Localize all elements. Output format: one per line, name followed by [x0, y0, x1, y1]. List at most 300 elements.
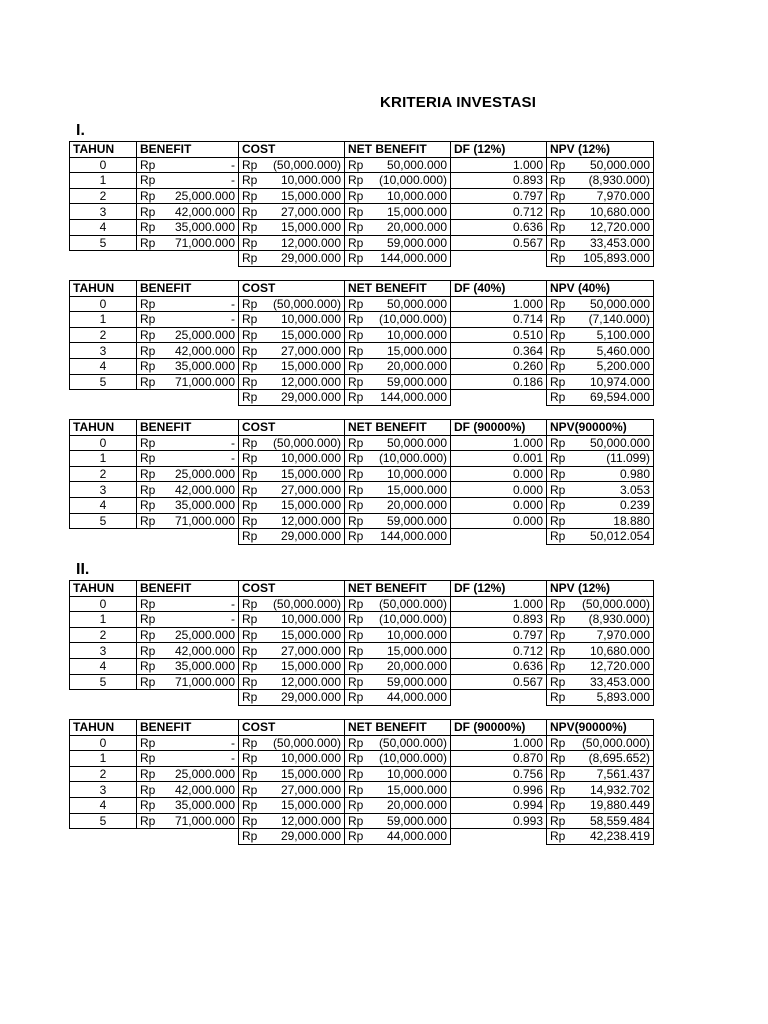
cost-cell: [239, 658, 345, 674]
currency-label: Rp: [348, 674, 364, 689]
currency-label: Rp: [242, 189, 258, 204]
amount: 27,000.000: [280, 343, 341, 358]
money-value: [242, 644, 341, 658]
amount: 29,000.000: [280, 251, 341, 266]
money-value: [140, 189, 235, 203]
money-value: [550, 220, 650, 234]
amount: 50,000.000: [386, 157, 447, 172]
currency-label: Rp: [348, 735, 364, 750]
money-value: [550, 236, 650, 250]
table-row: [70, 173, 654, 189]
money-value: [550, 529, 650, 543]
money-value: [550, 628, 650, 642]
table-row: [70, 327, 654, 343]
amount: 29,000.000: [280, 829, 341, 844]
money-value: [550, 375, 650, 389]
year-cell: 5: [70, 813, 137, 829]
currency-label: Rp: [140, 596, 156, 611]
money-value: [348, 436, 447, 450]
amount: 7,561.437: [596, 767, 650, 782]
money-value: [242, 690, 341, 704]
currency-label: Rp: [550, 529, 566, 544]
year-cell: 1: [70, 173, 137, 189]
discount-factor-cell: 0.364: [451, 343, 547, 359]
currency-label: Rp: [140, 735, 156, 750]
table-row: [70, 612, 654, 628]
money-value: [348, 736, 447, 750]
amount: 71,000.000: [174, 374, 235, 389]
column-header: COST: [239, 142, 345, 158]
blank-cell: [137, 829, 239, 845]
net-benefit-cell: [345, 188, 451, 204]
npv-cell: [547, 782, 654, 798]
net-benefit-cell: [345, 751, 451, 767]
net-benefit-cell: [345, 435, 451, 451]
npv-cell: [547, 466, 654, 482]
currency-label: Rp: [140, 813, 156, 828]
discount-factor-cell: 0.893: [451, 173, 547, 189]
amount: 20,000.000: [386, 220, 447, 235]
cost-cell: [239, 596, 345, 612]
total-net-benefit-cell: [345, 251, 451, 267]
money-value: [140, 436, 235, 450]
currency-label: Rp: [140, 767, 156, 782]
npv-cell: [547, 374, 654, 390]
currency-label: Rp: [140, 643, 156, 658]
money-value: [550, 659, 650, 673]
money-value: [348, 451, 447, 465]
total-net-benefit-cell: [345, 390, 451, 406]
amount: 50,000.000: [589, 435, 650, 450]
money-value: [242, 467, 341, 481]
amount: 10,680.000: [589, 643, 650, 658]
currency-label: Rp: [140, 751, 156, 766]
money-value: [140, 751, 235, 765]
benefit-cell: [137, 813, 239, 829]
amount: 35,000.000: [174, 359, 235, 374]
currency-label: Rp: [242, 798, 258, 813]
money-value: [348, 690, 447, 704]
table-row: [70, 219, 654, 235]
column-header: NET BENEFIT: [345, 581, 451, 597]
money-value: [550, 312, 650, 326]
amount: 10,000.000: [280, 173, 341, 188]
amount: 10,974.000: [589, 374, 650, 389]
year-cell: 2: [70, 627, 137, 643]
money-value: [550, 483, 650, 497]
column-header: NET BENEFIT: [345, 420, 451, 436]
currency-label: Rp: [140, 359, 156, 374]
npv-cell: [547, 766, 654, 782]
money-value: [242, 220, 341, 234]
amount: (50,000.000): [378, 735, 447, 750]
npv-cell: [547, 219, 654, 235]
money-value: [348, 158, 447, 172]
currency-label: Rp: [348, 374, 364, 389]
blank-cell: [137, 251, 239, 267]
amount: (50,000.000): [581, 596, 650, 611]
currency-label: Rp: [550, 482, 566, 497]
amount: 144,000.000: [380, 390, 447, 405]
investment-table: [69, 719, 654, 845]
column-header: TAHUN: [70, 281, 137, 297]
amount: -: [231, 612, 235, 627]
amount: 15,000.000: [280, 467, 341, 482]
amount: (50,000.000): [272, 596, 341, 611]
column-header: DF (12%): [451, 581, 547, 597]
amount: 12,720.000: [589, 220, 650, 235]
amount: 71,000.000: [174, 674, 235, 689]
currency-label: Rp: [242, 173, 258, 188]
npv-cell: [547, 751, 654, 767]
discount-factor-cell: 0.870: [451, 751, 547, 767]
money-value: [140, 173, 235, 187]
benefit-cell: [137, 466, 239, 482]
discount-factor-cell: 0.567: [451, 235, 547, 251]
amount: 10,000.000: [386, 628, 447, 643]
currency-label: Rp: [550, 251, 566, 266]
year-cell: 3: [70, 204, 137, 220]
net-benefit-cell: [345, 451, 451, 467]
npv-cell: [547, 612, 654, 628]
amount: 5,100.000: [596, 328, 650, 343]
currency-label: Rp: [242, 735, 258, 750]
amount: 5,893.000: [596, 690, 650, 705]
table-row: [70, 312, 654, 328]
currency-label: Rp: [242, 467, 258, 482]
table-header-row: [70, 281, 654, 297]
year-cell: 0: [70, 157, 137, 173]
net-benefit-cell: [345, 296, 451, 312]
column-header: BENEFIT: [137, 581, 239, 597]
currency-label: Rp: [550, 189, 566, 204]
column-header: NPV (40%): [547, 281, 654, 297]
column-header: COST: [239, 281, 345, 297]
benefit-cell: [137, 235, 239, 251]
amount: 44,000.000: [386, 829, 447, 844]
column-header: DF (40%): [451, 281, 547, 297]
investment-table: [69, 580, 654, 706]
money-value: [242, 597, 341, 611]
amount: 25,000.000: [174, 628, 235, 643]
money-value: [348, 297, 447, 311]
money-value: [348, 597, 447, 611]
table-row: [70, 374, 654, 390]
table-header-row: [70, 142, 654, 158]
discount-factor-cell: 0.001: [451, 451, 547, 467]
npv-cell: [547, 188, 654, 204]
column-header: BENEFIT: [137, 142, 239, 158]
npv-cell: [547, 596, 654, 612]
amount: -: [231, 312, 235, 327]
currency-label: Rp: [550, 157, 566, 172]
amount: 10,680.000: [589, 204, 650, 219]
total-row: [70, 529, 654, 545]
discount-factor-cell: 0.636: [451, 658, 547, 674]
column-header: TAHUN: [70, 720, 137, 736]
benefit-cell: [137, 204, 239, 220]
column-header: NPV(90000%): [547, 720, 654, 736]
blank-cell: [137, 529, 239, 545]
discount-factor-cell: 1.000: [451, 435, 547, 451]
money-value: [140, 359, 235, 373]
year-cell: 4: [70, 658, 137, 674]
table-header-row: [70, 581, 654, 597]
money-value: [242, 659, 341, 673]
table-row: [70, 813, 654, 829]
currency-label: Rp: [140, 674, 156, 689]
amount: (7,140.000): [588, 312, 650, 327]
year-cell: 5: [70, 513, 137, 529]
currency-label: Rp: [140, 513, 156, 528]
money-value: [348, 767, 447, 781]
investment-table: [69, 280, 654, 406]
currency-label: Rp: [348, 390, 364, 405]
money-value: [348, 359, 447, 373]
table-row: [70, 674, 654, 690]
currency-label: Rp: [348, 628, 364, 643]
discount-factor-cell: 0.714: [451, 312, 547, 328]
currency-label: Rp: [242, 659, 258, 674]
amount: 10,000.000: [386, 767, 447, 782]
money-value: [550, 767, 650, 781]
money-value: [140, 375, 235, 389]
amount: 18.880: [613, 513, 650, 528]
npv-cell: [547, 643, 654, 659]
table-row: [70, 358, 654, 374]
benefit-cell: [137, 513, 239, 529]
table-header-row: [70, 420, 654, 436]
currency-label: Rp: [550, 767, 566, 782]
amount: 35,000.000: [174, 220, 235, 235]
currency-label: Rp: [550, 328, 566, 343]
cost-cell: [239, 766, 345, 782]
currency-label: Rp: [242, 343, 258, 358]
currency-label: Rp: [140, 157, 156, 172]
net-benefit-cell: [345, 513, 451, 529]
currency-label: Rp: [348, 659, 364, 674]
discount-factor-cell: 0.893: [451, 612, 547, 628]
amount: 12,000.000: [280, 235, 341, 250]
amount: 29,000.000: [280, 529, 341, 544]
amount: 33,453.000: [589, 674, 650, 689]
year-cell: 1: [70, 612, 137, 628]
currency-label: Rp: [550, 498, 566, 513]
amount: 25,000.000: [174, 767, 235, 782]
currency-label: Rp: [550, 374, 566, 389]
currency-label: Rp: [140, 189, 156, 204]
amount: (10,000.000): [378, 751, 447, 766]
amount: 35,000.000: [174, 498, 235, 513]
year-cell: 0: [70, 435, 137, 451]
money-value: [140, 798, 235, 812]
amount: 29,000.000: [280, 690, 341, 705]
currency-label: Rp: [348, 751, 364, 766]
currency-label: Rp: [550, 596, 566, 611]
currency-label: Rp: [140, 659, 156, 674]
money-value: [242, 344, 341, 358]
currency-label: Rp: [348, 829, 364, 844]
amount: 10,000.000: [280, 451, 341, 466]
npv-cell: [547, 173, 654, 189]
currency-label: Rp: [242, 529, 258, 544]
table-row: [70, 296, 654, 312]
amount: 144,000.000: [380, 529, 447, 544]
money-value: [348, 675, 447, 689]
money-value: [140, 205, 235, 219]
currency-label: Rp: [550, 467, 566, 482]
money-value: [550, 690, 650, 704]
money-value: [242, 158, 341, 172]
money-value: [140, 644, 235, 658]
money-value: [140, 312, 235, 326]
money-value: [550, 498, 650, 512]
currency-label: Rp: [550, 659, 566, 674]
column-header: DF (90000%): [451, 420, 547, 436]
discount-factor-cell: 0.000: [451, 497, 547, 513]
amount: 42,000.000: [174, 204, 235, 219]
benefit-cell: [137, 766, 239, 782]
discount-factor-cell: 1.000: [451, 596, 547, 612]
currency-label: Rp: [140, 235, 156, 250]
column-header: TAHUN: [70, 142, 137, 158]
npv-cell: [547, 482, 654, 498]
currency-label: Rp: [242, 204, 258, 219]
column-header: NET BENEFIT: [345, 720, 451, 736]
money-value: [140, 158, 235, 172]
money-value: [242, 436, 341, 450]
currency-label: Rp: [348, 173, 364, 188]
currency-label: Rp: [242, 513, 258, 528]
amount: 10,000.000: [280, 312, 341, 327]
blank-cell: [70, 529, 137, 545]
money-value: [348, 390, 447, 404]
money-value: [242, 736, 341, 750]
year-cell: 2: [70, 466, 137, 482]
money-value: [550, 451, 650, 465]
amount: 20,000.000: [386, 659, 447, 674]
amount: 15,000.000: [280, 767, 341, 782]
amount: (10,000.000): [378, 612, 447, 627]
net-benefit-cell: [345, 219, 451, 235]
currency-label: Rp: [550, 643, 566, 658]
currency-label: Rp: [348, 467, 364, 482]
currency-label: Rp: [242, 498, 258, 513]
amount: 25,000.000: [174, 328, 235, 343]
total-npv-cell: [547, 251, 654, 267]
amount: 12,000.000: [280, 513, 341, 528]
amount: -: [231, 751, 235, 766]
money-value: [242, 798, 341, 812]
discount-factor-cell: 0.510: [451, 327, 547, 343]
amount: 25,000.000: [174, 189, 235, 204]
money-value: [242, 236, 341, 250]
currency-label: Rp: [140, 374, 156, 389]
currency-label: Rp: [348, 612, 364, 627]
amount: 10,000.000: [386, 189, 447, 204]
discount-factor-cell: 1.000: [451, 735, 547, 751]
money-value: [242, 451, 341, 465]
npv-cell: [547, 735, 654, 751]
amount: 15,000.000: [280, 220, 341, 235]
money-value: [140, 451, 235, 465]
benefit-cell: [137, 312, 239, 328]
money-value: [242, 814, 341, 828]
table-row: [70, 497, 654, 513]
currency-label: Rp: [242, 235, 258, 250]
money-value: [550, 798, 650, 812]
discount-factor-cell: 0.186: [451, 374, 547, 390]
table-row: [70, 751, 654, 767]
cost-cell: [239, 782, 345, 798]
money-value: [242, 173, 341, 187]
money-value: [140, 783, 235, 797]
money-value: [242, 628, 341, 642]
amount: -: [231, 451, 235, 466]
money-value: [140, 498, 235, 512]
discount-factor-cell: 0.994: [451, 797, 547, 813]
amount: -: [231, 596, 235, 611]
cost-cell: [239, 374, 345, 390]
cost-cell: [239, 188, 345, 204]
table-row: [70, 451, 654, 467]
currency-label: Rp: [140, 173, 156, 188]
npv-cell: [547, 813, 654, 829]
money-value: [348, 251, 447, 265]
year-cell: 3: [70, 343, 137, 359]
discount-factor-cell: 0.712: [451, 643, 547, 659]
currency-label: Rp: [550, 798, 566, 813]
currency-label: Rp: [550, 359, 566, 374]
net-benefit-cell: [345, 813, 451, 829]
currency-label: Rp: [140, 612, 156, 627]
money-value: [242, 297, 341, 311]
amount: 50,012.054: [589, 529, 650, 544]
benefit-cell: [137, 612, 239, 628]
currency-label: Rp: [550, 204, 566, 219]
discount-factor-cell: 1.000: [451, 296, 547, 312]
currency-label: Rp: [242, 296, 258, 311]
npv-cell: [547, 435, 654, 451]
money-value: [550, 736, 650, 750]
currency-label: Rp: [242, 782, 258, 797]
total-npv-cell: [547, 390, 654, 406]
money-value: [348, 236, 447, 250]
npv-cell: [547, 658, 654, 674]
amount: (50,000.000): [378, 596, 447, 611]
amount: 15,000.000: [280, 498, 341, 513]
money-value: [348, 328, 447, 342]
currency-label: Rp: [242, 312, 258, 327]
money-value: [242, 390, 341, 404]
currency-label: Rp: [242, 220, 258, 235]
currency-label: Rp: [550, 343, 566, 358]
amount: 42,238.419: [589, 829, 650, 844]
amount: 10,000.000: [386, 467, 447, 482]
total-npv-cell: [547, 829, 654, 845]
table-row: [70, 766, 654, 782]
amount: (50,000.000): [581, 735, 650, 750]
money-value: [242, 514, 341, 528]
money-value: [140, 597, 235, 611]
amount: 12,000.000: [280, 374, 341, 389]
money-value: [550, 514, 650, 528]
npv-cell: [547, 204, 654, 220]
net-benefit-cell: [345, 674, 451, 690]
column-header: COST: [239, 420, 345, 436]
npv-cell: [547, 674, 654, 690]
amount: 15,000.000: [386, 204, 447, 219]
